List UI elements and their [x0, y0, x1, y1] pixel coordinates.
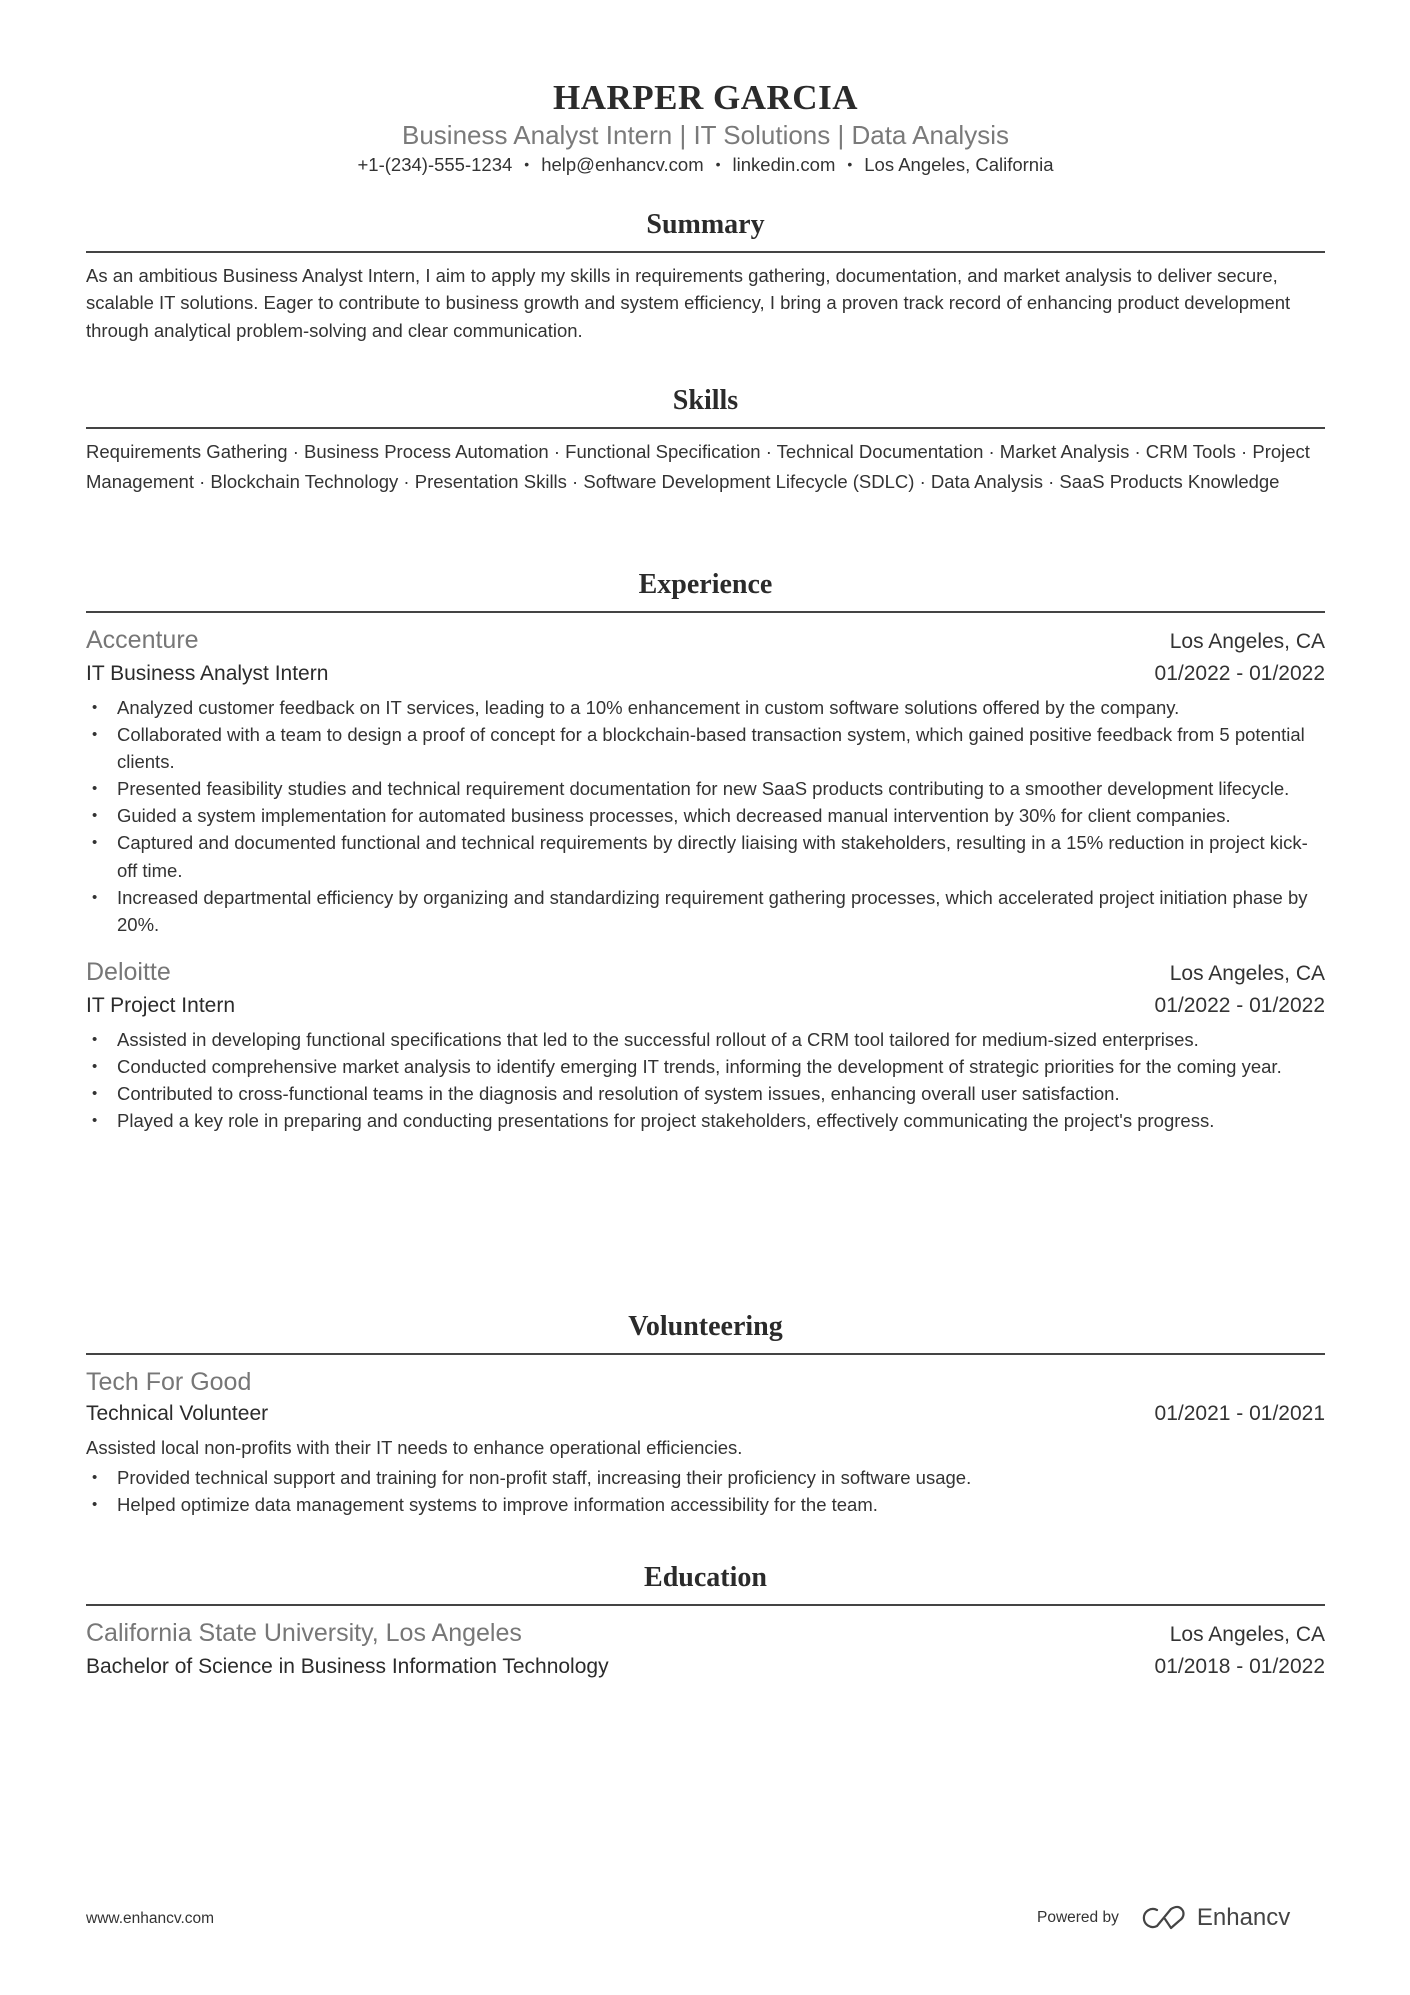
bullet-item: • Increased departmental efficiency by organizing and standardizing requirement gathering processes, which accelerated project initiation phase by 20%. — [86, 884, 1325, 938]
section-heading: Education — [644, 1562, 767, 1593]
enhancv-logo[interactable] — [1141, 1904, 1290, 1932]
candidate-subtitle: Business Analyst Intern | IT Solutions | Data Analysis — [401, 120, 1009, 150]
volunteer-description: Assisted local non-profits with their IT needs to enhance operational efficiencies. — [86, 1437, 743, 1458]
separator-dot: • — [524, 156, 530, 172]
bullet-item: • Collaborated with a team to design a proof of concept for a blockchain-based transaction system, which gained positive feedback from 5 potential clients. — [86, 721, 1325, 775]
summary-section — [86, 208, 1325, 344]
section-heading: Summary — [646, 209, 765, 240]
contact-info — [86, 152, 1325, 177]
education-dates: 01/2018 - 01/2022 — [1154, 1655, 1325, 1678]
section-heading: Experience — [638, 569, 773, 600]
volunteer-title: Technical Volunteer — [86, 1402, 269, 1425]
footer-branding — [1037, 1904, 1290, 1932]
contact-linkedin[interactable]: linkedin.com — [732, 154, 836, 175]
section-heading: Volunteering — [628, 1311, 783, 1342]
separator-dot: • — [715, 156, 721, 172]
company-name: Accenture — [86, 626, 199, 654]
section-heading: Skills — [672, 385, 739, 416]
job-bullets — [86, 694, 1325, 938]
job-title: IT Project Intern — [86, 993, 236, 1017]
separator-dot: • — [847, 156, 853, 172]
bullet-item: • Captured and documented functional and technical requirements by directly liaising with stakeholders, resulting in a 15% reduction in project kick-off time. — [86, 829, 1325, 883]
school-name: California State University, Los Angeles — [86, 1619, 522, 1647]
enhancv-logo-icon — [1141, 1905, 1187, 1931]
footer-website[interactable]: www.enhancv.com — [86, 1910, 215, 1927]
powered-by-label: Powered by — [1037, 1909, 1119, 1926]
job-location: Los Angeles, CA — [1169, 630, 1325, 653]
experience-section — [86, 568, 1325, 1134]
contact-location: Los Angeles, California — [864, 154, 1054, 175]
bullet-item: • Played a key role in preparing and conducting presentations for project stakeholders, effectively communicating the project's progress. — [86, 1107, 1325, 1134]
section-divider — [86, 1353, 1325, 1355]
bullet-item: • Analyzed customer feedback on IT services, leading to a 10% enhancement in custom software solutions offered by the company. — [86, 694, 1325, 721]
bullet-item: • Helped optimize data management systems to improve information accessibility for the team. — [86, 1491, 1325, 1518]
volunteer-bullets — [86, 1464, 1325, 1518]
education-section — [86, 1561, 1325, 1682]
volunteering-section — [86, 1310, 1325, 1518]
bullet-item: • Provided technical support and training for non-profit staff, increasing their proficiency in software usage. — [86, 1464, 1325, 1491]
section-divider — [86, 611, 1325, 613]
section-divider — [86, 1604, 1325, 1606]
enhancv-brand-text: Enhancv — [1196, 1904, 1291, 1931]
job-entry — [86, 623, 1325, 938]
bullet-item: • Presented feasibility studies and technical requirement documentation for new SaaS products contributing to a smoother development lifecycle. — [86, 775, 1325, 802]
skills-list: Requirements Gathering · Business Process Automation · Functional Specification · Technical Documentation · Market Analysis · CRM Tools · Project Management · Blockchain Technology · Presentation Skills · Software Development Lifecycle (SDLC) · Data Analysis · SaaS Products Knowledge — [86, 441, 1310, 492]
job-title: IT Business Analyst Intern — [86, 662, 329, 685]
section-divider — [86, 251, 1325, 253]
skills-section — [86, 384, 1325, 497]
school-location: Los Angeles, CA — [1169, 1623, 1325, 1646]
job-location: Los Angeles, CA — [1169, 961, 1325, 985]
organization-name: Tech For Good — [86, 1368, 252, 1396]
volunteer-dates: 01/2021 - 01/2021 — [1154, 1402, 1325, 1425]
degree: Bachelor of Science in Business Information Technology — [86, 1655, 609, 1678]
bullet-item: • Guided a system implementation for automated business processes, which decreased manual intervention by 30% for client companies. — [86, 802, 1325, 829]
job-dates: 01/2022 - 01/2022 — [1154, 993, 1325, 1017]
bullet-item: • Assisted in developing functional specifications that led to the successful rollout of a CRM tool tailored for medium-sized enterprises. — [86, 1026, 1325, 1053]
contact-phone: +1-(234)-555-1234 — [357, 154, 513, 175]
job-bullets — [86, 1026, 1325, 1134]
contact-email[interactable]: help@enhancv.com — [541, 154, 704, 175]
job-dates: 01/2022 - 01/2022 — [1154, 662, 1325, 685]
bullet-item: • Contributed to cross-functional teams in the diagnosis and resolution of system issues, enhancing overall user satisfaction. — [86, 1080, 1325, 1107]
job-entry — [86, 955, 1325, 1134]
summary-text: As an ambitious Business Analyst Intern, I aim to apply my skills in requirements gathering, documentation, and market analysis to deliver secure, scalable IT solutions. Eager to contribute to business growth and system efficiency, I bring a proven track record of enhancing product development through analytical problem-solving and clear communication. — [86, 265, 1291, 341]
bullet-item: • Conducted comprehensive market analysis to identify emerging IT trends, informing the development of strategic priorities for the coming year. — [86, 1053, 1325, 1080]
section-divider — [86, 427, 1325, 429]
company-name: Deloitte — [86, 957, 171, 986]
candidate-name: HARPER GARCIA — [553, 78, 858, 117]
